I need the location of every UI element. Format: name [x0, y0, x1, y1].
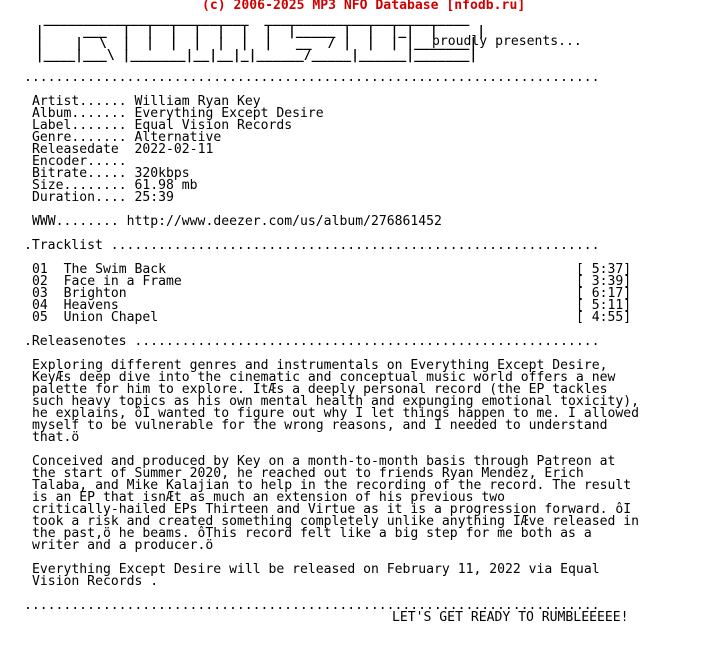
- track-title: The Swim Back: [63, 262, 167, 277]
- release-note-line: took a risk and created something completely unlike anything IÆve released in: [32, 514, 639, 529]
- info-label: Releasedate: [32, 142, 127, 157]
- info-value: 2022-02-11: [134, 142, 214, 157]
- release-note-line: the start of Summer 2020, he reached out to friends Ryan Mendez, Erich: [32, 466, 584, 481]
- track-title: Brighton: [63, 286, 127, 301]
- track-number: 03: [32, 286, 48, 301]
- dots-divider: .........................................................................: [24, 70, 600, 85]
- ascii-logo-line: | | \ | | | | | | | __ / | | | |_______|: [20, 36, 478, 51]
- info-label: Album.......: [32, 106, 127, 121]
- ascii-logo-line: __________________________ __________________________: [20, 12, 493, 27]
- release-note-line: writer and a producer.ö: [32, 538, 214, 553]
- track-row: [32, 312, 158, 324]
- track-number: 02: [32, 274, 48, 289]
- track-time: [ 6:17]: [576, 286, 632, 301]
- release-note-line: critically-hailed EPs Thirteen and Virtue as it is a progression forward. ôI: [32, 502, 632, 517]
- track-title: Face in a Frame: [63, 274, 182, 289]
- release-note-line: palette for him to explore. ItÆs a deeply personal record (the EP tackles: [32, 382, 608, 397]
- info-value: 61.98 mb: [134, 178, 198, 193]
- info-row-www: [32, 216, 442, 228]
- info-value: Equal Vision Records: [134, 118, 293, 133]
- info-value: 320kbps: [134, 166, 190, 181]
- info-label: Size........: [32, 178, 127, 193]
- release-note-line: that.ö: [32, 430, 80, 445]
- release-note-line: Everything Except Desire will be released on February 11, 2022 via Equal: [32, 562, 600, 577]
- info-value: William Ryan Key: [134, 94, 261, 109]
- info-label: Artist......: [32, 94, 127, 109]
- info-label: Genre.......: [32, 130, 127, 145]
- info-label: Duration....: [32, 190, 127, 205]
- releasenotes-header: .Releasenotes ...........................................................: [24, 334, 600, 349]
- release-note-line: Talaba, and Mike Kalajian to help in the recording of the record. The result: [32, 478, 632, 493]
- release-note-line: Conceived and produced by Key on a month-to-month basis through Patreon at: [32, 454, 616, 469]
- album-url: http://www.deezer.com/us/album/276861452: [126, 214, 442, 229]
- release-note-line: Exploring different genres and instrumentals on Everything Except Desire,: [32, 358, 608, 373]
- track-title: Union Chapel: [63, 310, 159, 325]
- track-title: Heavens: [63, 298, 119, 313]
- release-note-line: Vision Records .: [32, 574, 159, 589]
- track-number: 04: [32, 298, 48, 313]
- info-label: WWW........: [32, 214, 119, 229]
- track-time: [ 5:11]: [576, 298, 632, 313]
- release-note-line: he explains, ôI wanted to figure out why I let things happen to me. I allowed: [32, 406, 639, 421]
- release-note-line: myself to be vulnerable for the wrong reasons, and I needed to understand: [32, 418, 608, 433]
- track-time: [ 3:39]: [576, 274, 632, 289]
- presents-text: proudly presents...: [432, 34, 582, 49]
- track-time: [ 4:55]: [576, 310, 632, 325]
- dots-divider: .........................................................................: [24, 598, 600, 613]
- footer-slogan: LET'S GET READY TO RUMBLEEEEE!: [392, 610, 629, 625]
- track-number: 01: [32, 262, 48, 277]
- info-label: Label.......: [32, 118, 127, 133]
- release-note-line: the past,ö he beams. ôThis record felt like a big step for me both as a: [32, 526, 592, 541]
- ascii-logo-line: |____|___\ |_______|__|__|_|______/_____|______|_______|: [20, 48, 478, 63]
- tracklist-header: .Tracklist ..............................................................: [24, 238, 600, 253]
- info-value: Alternative: [134, 130, 222, 145]
- track-time: [ 5:37]: [576, 262, 632, 277]
- info-label: Bitrate.....: [32, 166, 127, 181]
- copyright-line: (c) 2006-2025 MP3 NFO Database [nfodb.ru]: [202, 0, 526, 13]
- info-value: 25:39: [134, 190, 174, 205]
- info-row-duration: [32, 192, 174, 204]
- info-label: Encoder.....: [32, 154, 127, 169]
- info-value: Everything Except Desire: [134, 106, 324, 121]
- track-number: 05: [32, 310, 48, 325]
- release-note-line: is an EP that isnÆt as much an extension of his previous two: [32, 490, 505, 505]
- release-note-line: KeyÆs deep dive into the cinematic and conceptual music world offers a new: [32, 370, 616, 385]
- release-note-line: such heavy topics as his own mental health and expunging emotional toxicity),: [32, 394, 639, 409]
- ascii-logo-line: | ___ | | | | | | | |_____ | | |_| | |: [20, 24, 486, 39]
